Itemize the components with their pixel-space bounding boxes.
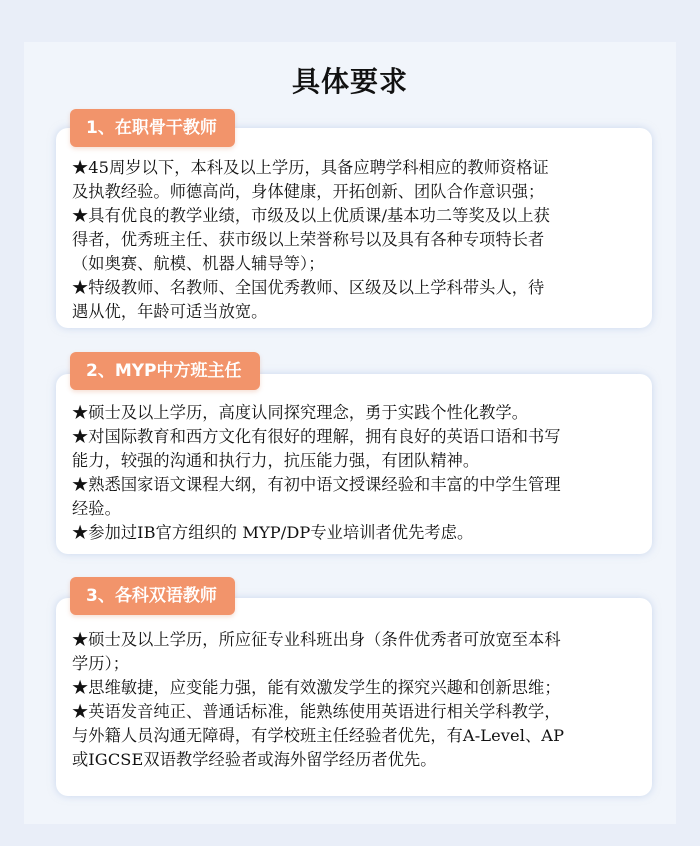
requirement-line: ★45周岁以下，本科及以上学历，具备应聘学科相应的教师资格证	[72, 158, 549, 177]
requirement-line: ★熟悉国家语文课程大纲，有初中语文授课经验和丰富的中学生管理	[72, 475, 561, 494]
requirement-line: ★特级教师、名教师、全国优秀教师、区级及以上学科带头人，待	[72, 278, 545, 297]
page-title: 具体要求	[291, 65, 408, 98]
section-card-2	[56, 374, 652, 554]
section-tag-2: 2、MYP中方班主任	[70, 352, 260, 390]
requirement-line: ★思维敏捷，应变能力强，能有效激发学生的探究兴趣和创新思维；	[72, 678, 561, 697]
requirement-line: ★参加过IB官方组织的 MYP/DP专业培训者优先考虑。	[72, 523, 474, 542]
requirement-line: 及执教经验。师德高尚，身体健康，开拓创新、团队合作意识强；	[72, 182, 545, 201]
requirement-line: ★英语发音纯正、普通话标准，能熟练使用英语进行相关学科教学，	[72, 702, 561, 721]
section-body-2	[56, 374, 652, 545]
requirement-line: 与外籍人员沟通无障碍，有学校班主任经验者优先，有A-Level、AP	[72, 726, 565, 745]
requirement-line: 得者，优秀班主任、获市级以上荣誉称号以及具有各种专项特长者	[72, 230, 545, 249]
requirement-line: 能力，较强的沟通和执行力，抗压能力强，有团队精神。	[72, 451, 480, 470]
requirement-line: 经验。	[72, 499, 121, 518]
requirement-line: 或IGCSE双语教学经验者或海外留学经历者优先。	[72, 750, 437, 769]
requirement-line: ★具有优良的教学业绩，市级及以上优质课/基本功二等奖及以上获	[72, 206, 550, 225]
requirement-line: 学历）；	[72, 654, 130, 673]
requirement-line: （如奥赛、航模、机器人辅导等）；	[72, 254, 325, 273]
section-card-1	[56, 128, 652, 328]
requirement-line: 遇从优，年龄可适当放宽。	[72, 302, 268, 321]
requirement-line: ★硕士及以上学历，所应征专业科班出身（条件优秀者可放宽至本科	[72, 630, 561, 649]
section-tag-3: 3、各科双语教师	[70, 577, 235, 615]
requirement-line: ★对国际教育和西方文化有很好的理解，拥有良好的英语口语和书写	[72, 427, 561, 446]
section-card-3	[56, 598, 652, 796]
section-tag-1: 1、在职骨干教师	[70, 109, 235, 147]
section-body-1	[56, 128, 652, 324]
requirement-line: ★硕士及以上学历，高度认同探究理念，勇于实践个性化教学。	[72, 403, 529, 422]
section-body-3	[56, 598, 652, 772]
